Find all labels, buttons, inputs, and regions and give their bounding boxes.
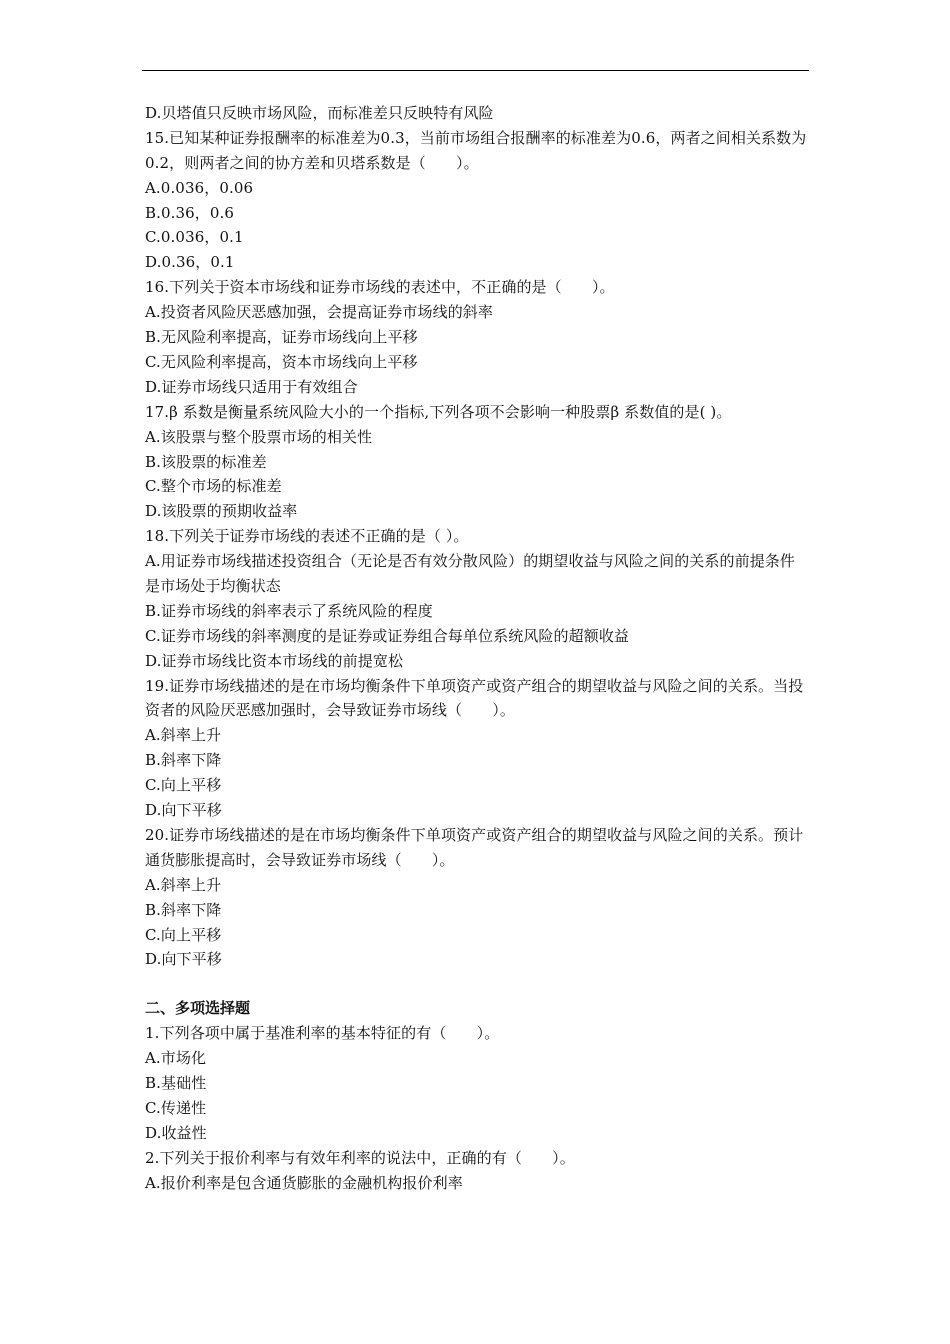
option-text: B.证券市场线的斜率表示了系统风险的程度	[145, 601, 433, 620]
option-text: A.0.036，0.06	[145, 178, 254, 197]
single-choice-questions	[145, 101, 809, 972]
option-text: B.该股票的标准差	[145, 452, 267, 471]
option-text: B.基础性	[145, 1073, 207, 1092]
option-text: B.斜率下降	[145, 900, 222, 919]
option-text: D.贝塔值只反映市场风险，而标准差只反映特有风险	[145, 104, 494, 122]
question-text: 20.证券市场线描述的是在市场均衡条件下单项资产或资产组合的期望收益与风险之间的关系。预计通货膨胀提高时，会导致证券市场线（ ）。	[145, 825, 804, 869]
section-title: 二、多项选择题	[145, 999, 251, 1018]
option-text: B.0.36，0.6	[145, 203, 235, 222]
option-text: C.证券市场线的斜率测度的是证券或证券组合每单位系统风险的超额收益	[145, 626, 630, 645]
option-text: D.向下平移	[145, 950, 222, 969]
option-text: A.斜率上升	[145, 875, 222, 894]
option-text: A.斜率上升	[145, 726, 222, 745]
option-text: A.投资者风险厌恶感加强，会提高证券市场线的斜率	[145, 303, 494, 322]
question-text: 1.下列各项中属于基准利率的基本特征的有（ ）。	[145, 1024, 500, 1043]
question-text: 19.证券市场线描述的是在市场均衡条件下单项资产或资产组合的期望收益与风险之间的关系。当投资者的风险厌恶感加强时，会导致证券市场线（ ）。	[145, 676, 804, 720]
option-text: D.0.36，0.1	[145, 253, 235, 272]
option-text: D.证券市场线只适用于有效组合	[145, 377, 358, 396]
option-text: C.0.036，0.1	[145, 228, 244, 247]
option-text: C.无风险利率提高，资本市场线向上平移	[145, 352, 418, 371]
document-content	[145, 101, 809, 1195]
header-rule	[142, 70, 809, 71]
option-text: C.向上平移	[145, 925, 222, 944]
question-text: 2.下列关于报价利率与有效年利率的说法中，正确的有（ ）。	[145, 1148, 575, 1167]
question-text: 16.下列关于资本市场线和证券市场线的表述中，不正确的是（ ）。	[145, 278, 615, 297]
option-text: C.整个市场的标准差	[145, 477, 282, 496]
option-text: A.市场化	[145, 1049, 207, 1068]
option-text: D.向下平移	[145, 801, 222, 820]
option-text: B.无风险利率提高，证券市场线向上平移	[145, 328, 418, 347]
option-text: D.该股票的预期收益率	[145, 502, 298, 521]
question-text: 18.下列关于证券市场线的表述不正确的是（ ）。	[145, 527, 469, 546]
option-text: C.向上平移	[145, 776, 222, 795]
option-text: C.传递性	[145, 1098, 207, 1117]
option-text: A.该股票与整个股票市场的相关性	[145, 427, 373, 446]
option-text: D.证券市场线比资本市场线的前提宽松	[145, 651, 404, 670]
question-text: 15.已知某种证券报酬率的标准差为0.3，当前市场组合报酬率的标准差为0.6，两者之间相关系数为0.2，则两者之间的协方差和贝塔系数是（ ）。	[145, 128, 807, 172]
option-text: B.斜率下降	[145, 751, 222, 770]
multiple-choice-questions	[145, 1021, 809, 1195]
option-text: D.收益性	[145, 1123, 207, 1142]
option-text: A.报价利率是包含通货膨胀的金融机构报价利率	[145, 1173, 463, 1192]
question-text: 17.β 系数是衡量系统风险大小的一个指标,下列各项不会影响一种股票β 系数值的是( )。	[145, 402, 732, 421]
option-text: A.用证券市场线描述投资组合（无论是否有效分散风险）的期望收益与风险之间的关系的前提条件是市场处于均衡状态	[145, 552, 796, 595]
